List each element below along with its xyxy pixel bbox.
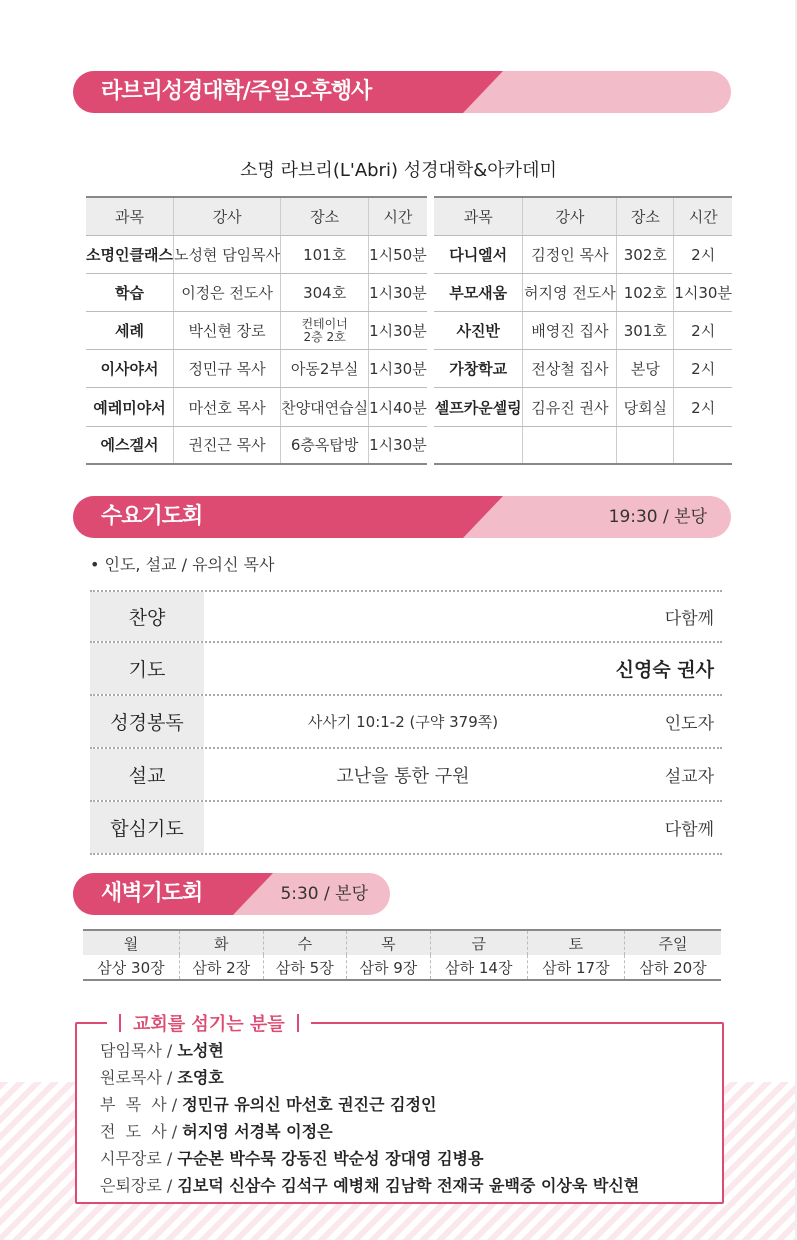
class-room: 컨테이너 2층 2호 [281,312,369,350]
section-title: 수요기도회 [101,504,203,529]
order-row [90,590,722,643]
table-row [86,426,427,464]
reading-cell: 삼상 30장 [83,955,179,980]
order-row [90,749,722,802]
order-label: 합심기도 [90,802,204,853]
class-table-left [86,196,427,465]
class-subject: 예레미야서 [86,388,173,426]
header-teacher: 강사 [523,197,617,235]
servants-title: 교회를 섬기는 분들 [133,1014,285,1035]
order-row [90,802,722,855]
header-time: 시간 [369,197,427,235]
servant-role: 부 목 사 / [100,1095,183,1114]
servant-row [100,1092,436,1115]
reading-cell: 삼하 14장 [430,955,527,980]
table-row [434,388,732,426]
class-time: 2시 [674,350,732,388]
class-time: 1시30분 [369,350,427,388]
day-cell: 월 [83,930,179,955]
header-subject: 과목 [86,197,173,235]
table-row [434,426,732,464]
table-row [86,388,427,426]
reading-cell: 삼하 2장 [179,955,263,980]
class-subject: 소명인클래스 [86,235,173,273]
class-time: 1시30분 [369,273,427,311]
divider [297,1014,299,1032]
section-banner-wednesday [73,496,731,538]
servant-role: 은퇴장로 / [100,1176,178,1195]
servant-names: 정민규 유의신 마선호 권진근 김정인 [182,1095,437,1114]
dawn-reading-table [83,929,721,981]
day-cell: 수 [263,930,347,955]
class-teacher: 노성현 담임목사 [173,235,280,273]
class-time: 1시40분 [369,388,427,426]
servant-row [100,1038,224,1061]
header-time: 시간 [674,197,732,235]
class-teacher: 김정인 목사 [523,235,617,273]
days-row [83,930,721,955]
class-room: 당회실 [617,388,674,426]
order-label: 설교 [90,749,204,800]
servant-names: 허지영 서경복 이정은 [182,1122,333,1141]
class-time [674,426,732,464]
worship-order [90,590,722,855]
servant-role: 시무장로 / [100,1149,178,1168]
class-room: 본당 [617,350,674,388]
order-person: 인도자 [664,714,714,734]
service-time-place: 5:30 / 본당 [280,884,368,904]
class-teacher: 마선호 목사 [173,388,280,426]
table-row [86,312,427,350]
table-row [86,350,427,388]
class-subject: 학습 [86,273,173,311]
class-subject: 사진반 [434,312,523,350]
section-title: 라브리성경대학/주일오후행사 [101,79,372,104]
order-content [204,643,602,694]
servant-names: 조영호 [177,1068,224,1087]
servant-names: 김보덕 신삼수 김석구 예병채 김남학 전재국 윤백중 이상욱 박신현 [177,1176,640,1195]
servant-row [100,1173,639,1196]
table-row [434,273,732,311]
class-teacher: 배영진 집사 [523,312,617,350]
class-time: 2시 [674,388,732,426]
reading-cell: 삼하 17장 [527,955,624,980]
day-cell: 화 [179,930,263,955]
order-label: 찬양 [90,592,204,641]
day-cell: 금 [430,930,527,955]
class-room: 101호 [281,235,369,273]
table-row [434,312,732,350]
order-content: 사사기 10:1-2 (구약 379쪽) [307,713,499,731]
servant-role: 원로목사 / [100,1068,178,1087]
class-room: 301호 [617,312,674,350]
class-teacher: 허지영 전도사 [523,273,617,311]
class-subject: 세례 [86,312,173,350]
class-room [617,426,674,464]
class-teacher: 이정은 전도사 [173,273,280,311]
academy-subtitle: 소명 라브리(L'Abri) 성경대학&아카데미 [240,160,557,181]
class-time: 1시30분 [369,426,427,464]
reading-cell: 삼하 20장 [639,958,707,977]
servants-heading [107,1010,311,1036]
order-person: 다함께 [664,609,714,629]
class-subject: 셀프카운셀링 [434,388,523,426]
class-subject: 이사야서 [86,350,173,388]
class-room: 찬양대연습실 [281,388,369,426]
class-subject: 부모새움 [434,273,523,311]
reading-cell: 삼하 5장 [263,955,347,980]
section-banner-labri [73,71,731,113]
class-teacher: 정민규 목사 [173,350,280,388]
order-row [90,696,722,749]
order-person: 설교자 [664,767,714,787]
reading-cell: 삼하 9장 [347,955,431,980]
class-room: 302호 [617,235,674,273]
section-banner-dawn [73,873,390,915]
class-teacher [523,426,617,464]
table-row [86,235,427,273]
day-cell: 주일 [625,930,722,955]
table-header-row [86,197,427,235]
class-room: 아동2부실 [281,350,369,388]
service-time-place: 19:30 / 본당 [608,507,707,527]
readings-row [83,955,721,980]
header-room: 장소 [281,197,369,235]
servants-box [75,1014,724,1204]
table-row [434,235,732,273]
sermon-title: 고난을 통한 구원 [336,765,470,787]
class-room: 102호 [617,273,674,311]
class-time: 2시 [674,312,732,350]
class-time: 1시30분 [674,273,732,311]
class-teacher: 전상철 집사 [523,350,617,388]
header-room: 장소 [617,197,674,235]
section-title: 새벽기도회 [101,881,203,906]
class-time: 2시 [674,235,732,273]
day-cell: 토 [527,930,624,955]
servant-row [100,1065,224,1088]
class-subject: 다니엘서 [434,235,523,273]
order-person: 신영숙 권사 [615,659,714,681]
servant-names: 노성현 [177,1041,224,1060]
servant-role: 전 도 사 / [100,1122,183,1141]
class-subject: 가창학교 [434,350,523,388]
servant-row [100,1146,483,1169]
class-teacher: 박신현 장로 [173,312,280,350]
order-person: 다함께 [664,820,714,840]
class-teacher: 권진근 목사 [173,426,280,464]
day-cell: 목 [347,930,431,955]
order-label: 성경봉독 [90,696,204,747]
class-table-right [434,196,732,465]
order-content [204,802,602,853]
order-label: 기도 [90,643,204,694]
header-teacher: 강사 [173,197,280,235]
table-header-row [434,197,732,235]
header-subject: 과목 [434,197,523,235]
class-teacher: 김유진 권사 [523,388,617,426]
class-subject [434,426,523,464]
servant-row [100,1119,333,1142]
order-content [204,592,602,641]
order-row [90,643,722,696]
class-time: 1시30분 [369,312,427,350]
class-time: 1시50분 [369,235,427,273]
class-room: 304호 [281,273,369,311]
divider [119,1014,121,1032]
leader-line: • 인도, 설교 / 유의신 목사 [90,555,275,574]
table-row [434,350,732,388]
table-row [86,273,427,311]
class-subject: 에스겔서 [86,426,173,464]
class-room: 6층옥탑방 [281,426,369,464]
servant-role: 담임목사 / [100,1041,178,1060]
servant-names: 구순본 박수묵 강동진 박순성 장대영 김병용 [177,1149,484,1168]
